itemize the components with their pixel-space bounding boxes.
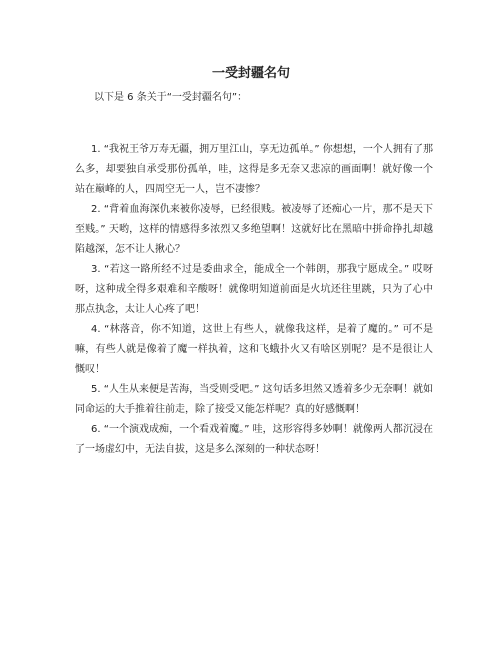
item-text: “林落音，你不知道，这世上有些人，就像我这样，是着了魔的。” 可不是嘛，有些人就是像着了魔一样执着，这和飞蛾扑火又有啥区别呢？是不是很让人慨叹！: [75, 324, 433, 375]
list-item: [75, 420, 433, 460]
item-number: 1.: [91, 144, 101, 155]
list-item: [75, 380, 433, 420]
item-text: “我祝王爷万寿无疆，拥万里江山，享无边孤单。” 你想想，一个人拥有了那么多，却要独自承受那份孤单，哇，这得是多无奈又悲凉的画面啊！就好像一个站在巅峰的人，四周空无一人，岂不凄惨？: [75, 144, 433, 195]
item-number: 2.: [91, 204, 101, 215]
list-item: [75, 320, 433, 380]
item-text: “一个演戏成痴，一个看戏着魔。” 哇，这形容得多妙啊！就像两人都沉浸在了一场虚幻中，无法自拔，这是多么深刻的一种状态呀！: [75, 424, 433, 455]
intro-text: 以下是 6 条关于“一受封疆名句”：: [94, 92, 248, 103]
item-number: 4.: [91, 324, 101, 335]
item-number: 5.: [91, 384, 101, 395]
quote-list: [75, 140, 433, 460]
document-title: 一受封疆名句: [211, 66, 290, 81]
list-item: [75, 260, 433, 320]
item-number: 6.: [91, 424, 101, 435]
item-number: 3.: [91, 264, 101, 275]
list-item: [75, 140, 433, 200]
item-text: “若这一路所经不过是委曲求全，能成全一个韩朗，那我宁愿成全。” 哎呀呀，这种成全得多艰难和辛酸呀！就像明知道前面是火坑还往里跳，只为了心中那点执念，太让人心疼了吧！: [75, 264, 433, 315]
item-text: “人生从来便是苦海，当受则受吧。” 这句话多坦然又透着多少无奈啊！就如同命运的大手推着往前走，除了接受又能怎样呢？真的好感慨啊！: [75, 384, 433, 415]
item-text: “背着血海深仇来被你凌辱，已经很贱。被凌辱了还痴心一片，那不是天下至贱。” 天哟，这样的情感得多浓烈又多绝望啊！这就好比在黑暗中拼命挣扎却越陷越深，怎不让人揪心？: [75, 204, 433, 255]
list-item: [75, 200, 433, 260]
